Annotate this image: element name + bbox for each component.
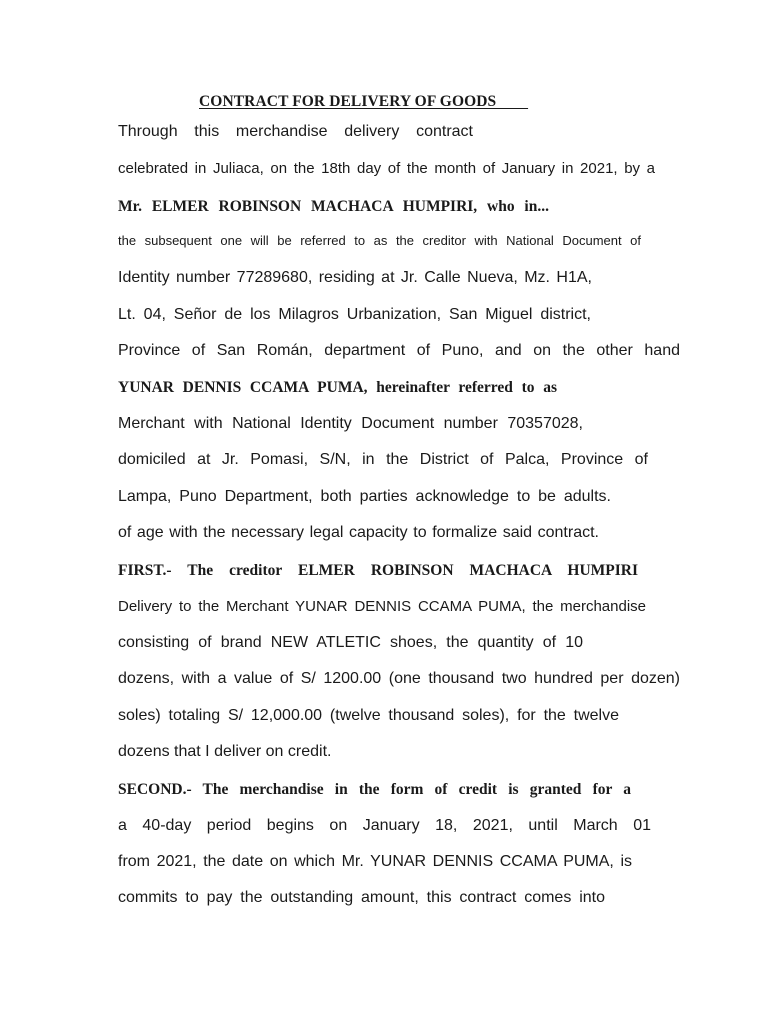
paragraph-line: consisting of brand NEW ATLETIC shoes, the quantity of 10 (118, 634, 583, 651)
paragraph-line: of age with the necessary legal capacity to formalize said contract. (118, 524, 599, 541)
paragraph-line: Lampa, Puno Department, both parties acknowledge to be adults. (118, 488, 611, 505)
paragraph-line: dozens, with a value of S/ 1200.00 (one thousand two hundred per dozen) (118, 670, 680, 687)
paragraph-line: SECOND.- The merchandise in the form of credit is granted for a (118, 781, 631, 798)
paragraph-line: soles) totaling S/ 12,000.00 (twelve thousand soles), for the twelve (118, 707, 619, 724)
document-title: CONTRACT FOR DELIVERY OF GOODS (199, 93, 529, 110)
paragraph-line: Delivery to the Merchant YUNAR DENNIS CCAMA PUMA, the merchandise (118, 598, 646, 615)
paragraph-line: FIRST.- The creditor ELMER ROBINSON MACHACA HUMPIRI (118, 562, 638, 579)
paragraph-line: dozens that I deliver on credit. (118, 743, 332, 760)
paragraph-line: Province of San Román, department of Puno, and on the other hand (118, 342, 680, 359)
paragraph-line: the subsequent one will be referred to as the creditor with National Document of (118, 233, 641, 248)
paragraph-line: domiciled at Jr. Pomasi, S/N, in the District of Palca, Province of (118, 451, 648, 468)
paragraph-line: from 2021, the date on which Mr. YUNAR DENNIS CCAMA PUMA, is (118, 853, 632, 870)
paragraph-line: Mr. ELMER ROBINSON MACHACA HUMPIRI, who in... (118, 198, 549, 215)
paragraph-line: a 40-day period begins on January 18, 2021, until March 01 (118, 817, 651, 834)
paragraph-line: celebrated in Juliaca, on the 18th day of the month of January in 2021, by a (118, 160, 655, 177)
paragraph-line: Lt. 04, Señor de los Milagros Urbanization, San Miguel district, (118, 306, 591, 323)
paragraph-line: Merchant with National Identity Document number 70357028, (118, 415, 583, 432)
paragraph-line: Identity number 77289680, residing at Jr. Calle Nueva, Mz. H1A, (118, 269, 592, 286)
paragraph-line: Through this merchandise delivery contract (118, 123, 473, 140)
paragraph-line: commits to pay the outstanding amount, this contract comes into (118, 889, 605, 906)
paragraph-line: YUNAR DENNIS CCAMA PUMA, hereinafter referred to as (118, 379, 557, 396)
